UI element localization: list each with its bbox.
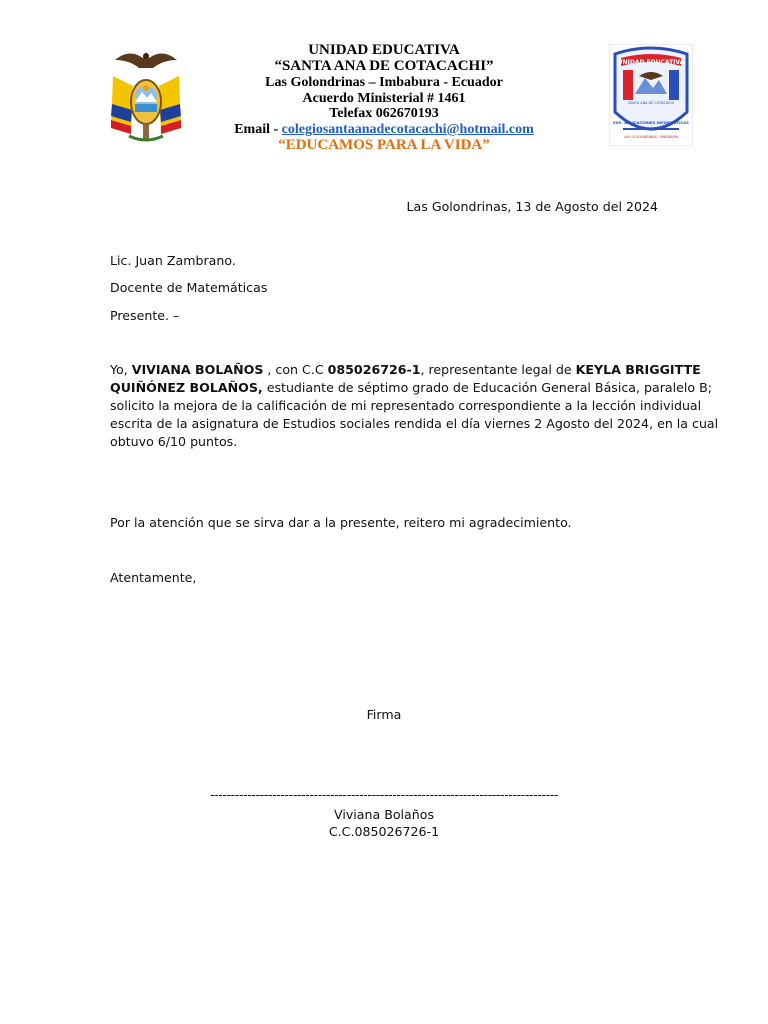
- recipient-name: Lic. Juan Zambrano.: [110, 253, 236, 268]
- letterhead: [0, 42, 768, 154]
- bold-text: QUIÑÓNEZ BOLAÑOS,: [110, 380, 263, 395]
- school-phone: Telefax 062670193: [329, 106, 439, 121]
- svg-text:SANTA ANA DE COTACACHI: SANTA ANA DE COTACACHI: [627, 101, 675, 105]
- signer-id: C.C.085026726-1: [328, 824, 440, 839]
- paragraph-text: , con C.C: [263, 362, 328, 377]
- recipient-role: Docente de Matemáticas: [110, 280, 268, 295]
- svg-text:UNIDAD EDUCATIVA: UNIDAD EDUCATIVA: [617, 59, 685, 66]
- paragraph-line: [110, 415, 719, 433]
- school-location: Las Golondrinas – Imbabura - Ecuador: [265, 75, 503, 90]
- svg-text:LAS GOLONDRINAS - IMBABURA: LAS GOLONDRINAS - IMBABURA: [623, 135, 679, 139]
- paragraph-text: estudiante de séptimo grado de Educación General Básica, paralelo B;: [262, 380, 712, 395]
- paragraph-line: [110, 361, 701, 379]
- institution-type: UNIDAD EDUCATIVA: [308, 42, 460, 58]
- paragraph-text: Yo,: [110, 362, 132, 377]
- bold-text: 085026726-1: [327, 362, 421, 377]
- paragraph-line: [110, 379, 712, 397]
- signature-label: Firma: [366, 707, 402, 722]
- paragraph-text: escrita de la asignatura de Estudios sociales rendida el día viernes 2 Agosto del 2024, en la cual: [110, 416, 719, 431]
- paragraph-text: solicito la mejora de la calificación de mi representado correspondiente a la lección individual: [110, 398, 702, 413]
- salutation: Presente. –: [110, 308, 180, 323]
- bold-text: KEYLA BRIGGITTE: [575, 362, 701, 377]
- svg-text:ESP: APLICACIONES INFORMATICAS: ESP: APLICACIONES INFORMATICAS: [613, 120, 689, 125]
- school-name: “SANTA ANA DE COTACACHI”: [274, 58, 494, 74]
- signer-name: Viviana Bolaños: [333, 807, 435, 822]
- letter-date: Las Golondrinas, 13 de Agosto del 2024: [406, 199, 658, 214]
- paragraph-text: , representante legal de: [420, 362, 576, 377]
- email-label: Email -: [234, 121, 282, 137]
- email-line: [0, 122, 768, 138]
- thanks-line: Por la atención que se sirva dar a la presente, reitero mi agradecimiento.: [110, 515, 572, 530]
- school-motto: “EDUCAMOS PARA LA VIDA”: [278, 137, 490, 153]
- signature-line: ------------------------------------------------------------------------------------: [209, 787, 559, 802]
- email-link[interactable]: colegiosantaanadecotacachi@hotmail.com: [281, 121, 534, 137]
- closing: Atentamente,: [110, 570, 197, 585]
- request-paragraph: [110, 361, 719, 451]
- bold-text: VIVIANA BOLAÑOS: [131, 362, 264, 377]
- paragraph-line: [110, 397, 702, 415]
- paragraph-text: obtuvo 6/10 puntos.: [110, 434, 238, 449]
- paragraph-line: [110, 433, 658, 451]
- ministerial-agreement: Acuerdo Ministerial # 1461: [302, 90, 466, 106]
